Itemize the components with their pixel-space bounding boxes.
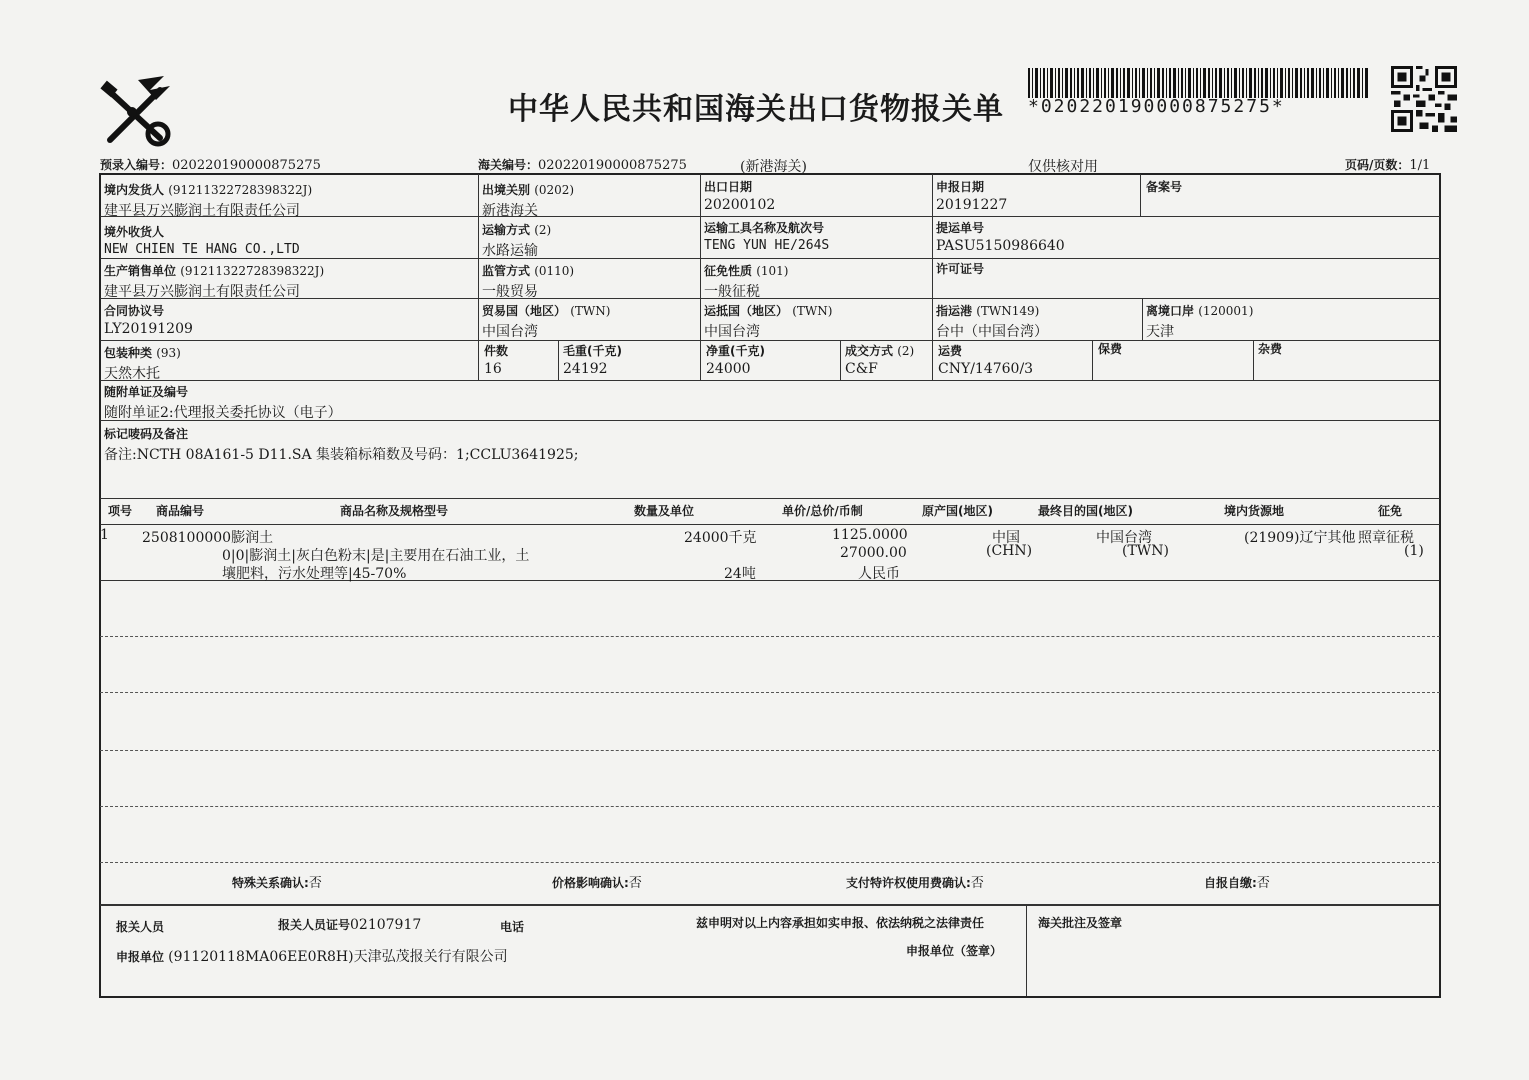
customs-number: 海关编号：020220190000875275	[478, 158, 687, 173]
trade-country-field: 贸易国（地区） (TWN) 中国台湾	[482, 304, 611, 340]
supervision-mode-field: 监管方式 (0110) 一般贸易	[482, 264, 575, 300]
declare-unit-sign: 申报单位（签章）	[906, 944, 1003, 958]
col-hs-code: 商品编号	[156, 504, 205, 518]
pre-entry-number: 预录入编号：020220190000875275	[100, 158, 321, 173]
insurance-field: 保费	[1098, 342, 1123, 356]
page-count: 页码/页数：1/1	[1345, 158, 1431, 173]
declare-unit: 申报单位 (91120118MA06EE0R8H)天津弘茂报关行有限公司	[116, 949, 508, 965]
bill-of-lading-field: 提运单号 PASU5150986640	[936, 221, 1065, 254]
col-origin: 原产国(地区)	[922, 504, 993, 518]
goods-item-no: 1	[100, 527, 109, 543]
goods-spec-line1: 0|0|膨润土|灰白色粉末|是|主要用在石油工业，土	[222, 548, 530, 564]
royalty-confirm: 支付特许权使用费确认:否	[846, 876, 984, 891]
transport-mode-field: 运输方式 (2) 水路运输	[482, 223, 552, 259]
net-weight-field: 净重(千克) 24000	[706, 344, 765, 377]
overseas-consignee-field: 境外收货人 NEW CHIEN TE HANG CO.,LTD	[104, 225, 300, 257]
exit-point-field: 离境口岸 (120001) 天津	[1146, 304, 1254, 340]
export-date-field: 出口日期 20200102	[704, 180, 776, 213]
goods-levy-code: (1)	[1404, 543, 1424, 559]
record-number-field: 备案号	[1146, 180, 1183, 194]
goods-currency: 人民币	[858, 566, 900, 582]
customs-sign-label: 海关批注及签章	[1038, 916, 1123, 930]
goods-levy: 照章征税	[1358, 530, 1414, 546]
price-impact-confirm: 价格影响确认:否	[552, 876, 642, 891]
col-name-spec: 商品名称及规格型号	[340, 504, 449, 518]
liability-statement: 兹申明对以上内容承担如实申报、依法纳税之法律责任	[696, 916, 985, 930]
misc-fees-field: 杂费	[1258, 342, 1283, 356]
goods-spec-line2: 壤肥料，污水处理等|45-70%	[222, 566, 407, 582]
qr-code-icon	[1388, 66, 1460, 132]
pieces-field: 件数 16	[484, 344, 509, 377]
goods-origin-code: (CHN)	[986, 543, 1033, 559]
special-relationship-confirm: 特殊关系确认:否	[232, 876, 322, 891]
producer-field: 生产销售单位 (91211322728398322J) 建平县万兴膨润土有限责任公司	[104, 264, 325, 300]
self-declare-confirm: 自报自缴:否	[1204, 876, 1270, 891]
col-qty-unit: 数量及单位	[634, 504, 695, 518]
goods-final-destination: 中国台湾	[1096, 530, 1152, 546]
goods-hs-name: 2508100000膨润土	[142, 530, 274, 546]
verify-note: 仅供核对用	[1028, 159, 1098, 175]
customs-office: (新港海关)	[740, 159, 807, 175]
vessel-voyage-field: 运输工具名称及航次号 TENG YUN HE/264S	[704, 221, 830, 253]
levy-nature-field: 征免性质 (101) 一般征税	[704, 264, 789, 300]
declarant-label: 报关人员	[116, 920, 165, 934]
col-levy: 征免	[1378, 504, 1403, 518]
goods-unit-price: 1125.0000	[832, 527, 908, 543]
declarant-cert: 报关人员证号02107917	[278, 917, 422, 933]
declare-date-field: 申报日期 20191227	[936, 180, 1008, 213]
marks-remarks-field: 标记唛码及备注 备注:NCTH 08A161-5 D11.SA 集装箱标箱数及号码：1;CCLU3641925;	[104, 427, 579, 463]
customs-emblem-icon	[98, 72, 178, 152]
phone-label: 电话	[500, 920, 525, 934]
package-type-field: 包装种类 (93) 天然木托	[104, 346, 181, 382]
goods-qty-primary: 24000千克	[684, 530, 757, 546]
goods-origin: 中国	[992, 530, 1020, 546]
goods-qty-secondary: 24吨	[724, 566, 756, 582]
license-number-field: 许可证号	[936, 262, 985, 276]
document-title: 中华人民共和国海关出口货物报关单	[508, 92, 1004, 127]
goods-total-price: 27000.00	[840, 545, 907, 561]
gross-weight-field: 毛重(千克) 24192	[563, 344, 622, 377]
contract-number-field: 合同协议号 LY20191209	[104, 304, 193, 337]
transaction-terms-field: 成交方式 (2) C&F	[845, 344, 915, 377]
goods-domestic-source: (21909)辽宁其他	[1244, 530, 1356, 546]
goods-final-destination-code: (TWN)	[1122, 543, 1169, 559]
barcode	[1028, 68, 1368, 98]
attached-documents-field: 随附单证及编号 随附单证2:代理报关委托协议（电子）	[104, 385, 342, 421]
destination-port-field: 指运港 (TWN149) 台中（中国台湾）	[936, 304, 1048, 340]
barcode-number: *020220190000875275*	[1028, 96, 1285, 117]
domestic-consignor-field: 境内发货人 (91211322728398322J) 建平县万兴膨润土有限责任公司	[104, 183, 313, 219]
col-price: 单价/总价/币制	[782, 504, 863, 518]
col-domestic-source: 境内货源地	[1224, 504, 1285, 518]
freight-field: 运费 CNY/14760/3	[938, 344, 1034, 377]
col-final-dest: 最终目的国(地区)	[1038, 504, 1133, 518]
destination-country-field: 运抵国（地区） (TWN) 中国台湾	[704, 304, 833, 340]
exit-port-field: 出境关别 (0202) 新港海关	[482, 183, 575, 219]
col-item-no: 项号	[108, 504, 133, 518]
